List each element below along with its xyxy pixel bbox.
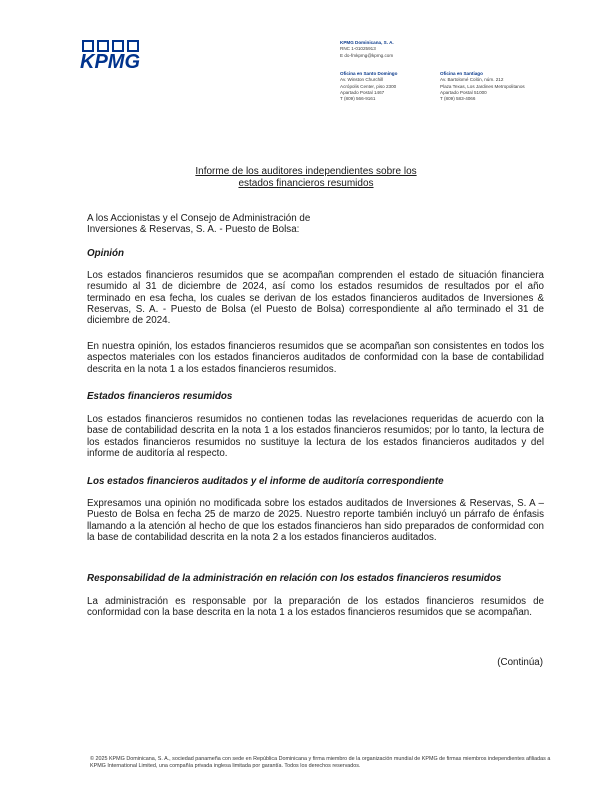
office-st-phone: T (809) 583-4066 [440,96,476,102]
opinion-body-2 [87,341,544,375]
opinion-body [87,270,544,326]
title-line-1: Informe de los auditores independientes sobre los [195,166,417,177]
document-title [0,166,612,190]
auditados-paragraph: Expresamos una opinión no modificada sobre los estados auditados de Inversiones & Reservas, S. A – Puesto de Bolsa en fecha 25 de marzo de 2025. Nuestro reporte también incluyó un párrafo de énfasis llamando a la atención al hecho de que los estados financieros han sido preparados de conformidad con la base de contabilidad descrita en la nota 2 a los estados financieros auditados. [87,498,544,543]
office-st-line: Plaza Texas, Los Jardines Metropolitanos [440,83,525,89]
opinion-paragraph-1: Los estados financieros resumidos que se acompañan comprenden el estado de situación financiera resumido al 31 de diciembre de 2024, así como los estados resumidos de resultados por el año terminado en esa fecha, los cuales se derivan de los estados financieros auditados de Inversiones & Reservas, S. A. - Puesto de Bolsa (el Puesto de Bolsa) correspondiente al año terminado el 31 de diciembre de 2024. [87,270,544,327]
office-sd-line: Av. Winston Churchill [340,77,384,83]
heading-opinion: Opinión [87,248,125,259]
office-sd-line: Acrópolis Center, piso 2300 [340,83,397,89]
resumidos-paragraph: Los estados financieros resumidos no contienen todas las revelaciones requeridas de acuerdo con la base de contabilidad descrita en la nota 1 a los estados financieros resumidos; por lo tanto, la lectura de los estados financieros resumidos no sustituye la lectura de los estados financieros auditados y del informe de auditoría al respecto. [87,414,544,459]
office-sd-line: Apartado Postal 1467 [340,89,385,95]
resumidos-body [87,414,544,459]
responsabilidad-paragraph: La administración es responsable por la preparación de los estados financieros resumidos de conformidad con la base descrita en la nota 1 a los estados financieros resumidos que se acompañan. [87,596,544,619]
kpmg-logo-icon [80,40,154,70]
auditados-body [87,498,544,543]
heading-resumidos: Estados financieros resumidos [87,391,233,402]
company-name: KPMG Dominicana, S. A. [340,40,394,45]
office-sd-title: Oficina en Santo Domingo [340,71,398,76]
continua-label: (Continúa) [497,657,543,668]
office-sd-phone: T (809) 566-9161 [340,96,376,102]
office-st-title: Oficina en Santiago [440,71,483,76]
office-st-line: Av. Bartolomé Colón, núm. 212 [440,77,504,83]
office-santo-domingo [340,71,397,102]
addressee-line-1: A los Accionistas y el Consejo de Administración de [87,213,311,224]
office-santiago [440,71,525,102]
company-rnc: RNC 1-01025913 [340,46,376,52]
company-email[interactable]: E do-fmkpmg@kpmg.com [340,52,394,58]
heading-responsabilidad: Responsabilidad de la administración en relación con los estados financieros resumidos [87,573,502,584]
opinion-paragraph-2: En nuestra opinión, los estados financieros resumidos que se acompañan son consistentes en todos los aspectos materiales con los estados financieros auditados de conformidad con la base de contabilidad descrita en la nota 1 a los estados financieros resumidos. [87,341,544,375]
footer-legal: © 2025 KPMG Dominicana, S. A., sociedad panameña con sede en República Dominicana y firma miembro de la organización mundial de KPMG de firmas miembros independientes afiliadas a KPMG International Limited, una compañía privada inglesa limitada por garantía. Todos los derechos reservados. [90,756,551,769]
kpmg-logo [80,40,154,70]
responsabilidad-body [87,596,544,619]
addressee [87,213,544,236]
logo-wordmark: KPMG [80,51,140,70]
company-info [340,40,394,59]
office-st-line: Apartado Postal 51000 [440,89,487,95]
heading-auditados: Los estados financieros auditados y el informe de auditoría correspondiente [87,476,444,487]
addressee-line-2: Inversiones & Reservas, S. A. - Puesto de Bolsa: [87,224,300,236]
title-line-2: estados financieros resumidos [238,178,374,189]
